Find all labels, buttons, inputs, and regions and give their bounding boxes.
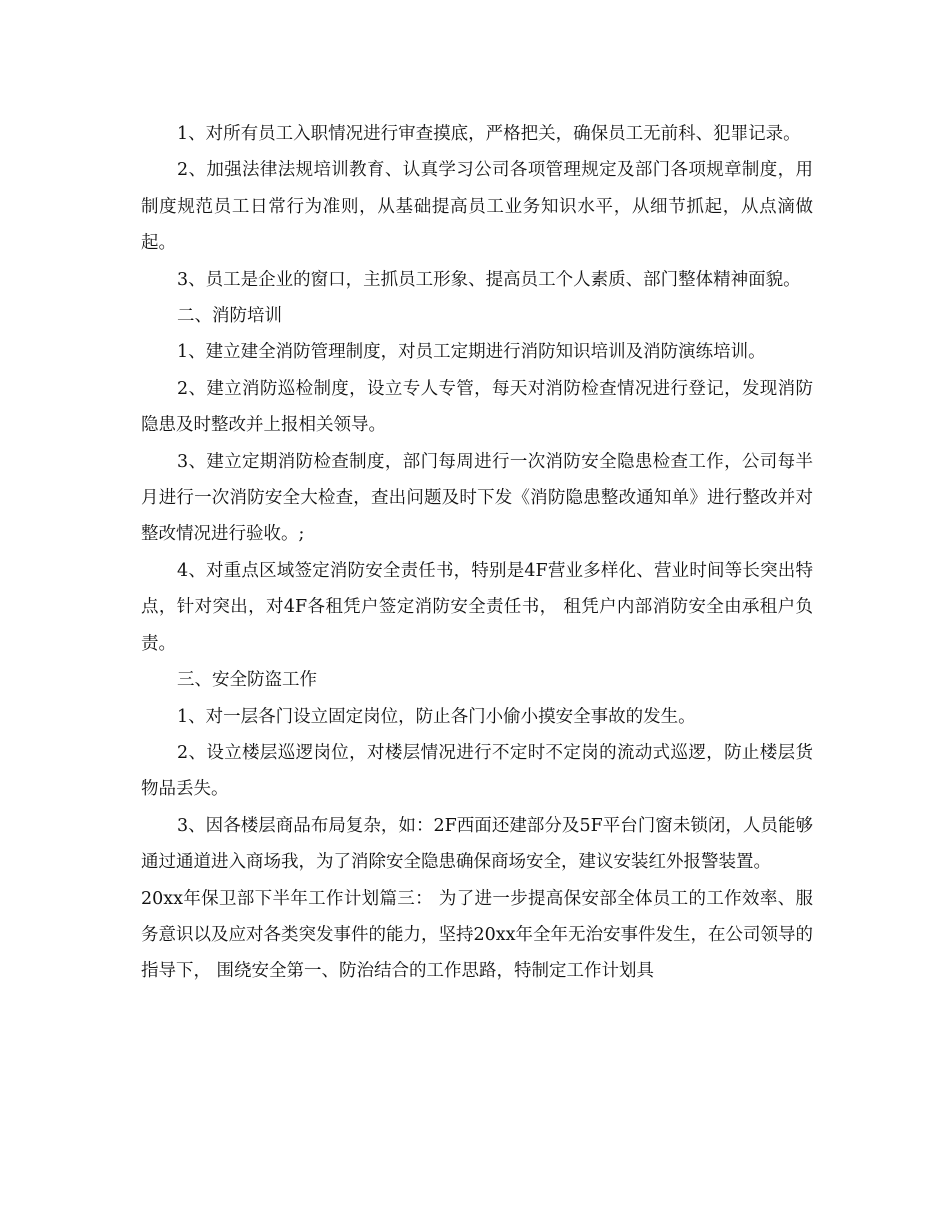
paragraph-responsibility: 4、对重点区域签定消防安全责任书，特别是4F营业多样化、营业时间等长突出特点，针对突出，对4F各租凭户签定消防安全责任书， 租凭户内部消防安全由承租户负责。 <box>141 560 813 654</box>
paragraph-floor-patrol: 2、设立楼层巡逻岗位，对楼层情况进行不定时不定岗的流动式巡逻，防止楼层货物品丢失。 <box>141 742 813 800</box>
paragraph-periodic-check: 3、建立定期消防检查制度，部门每周进行一次消防安全隐患检查工作，公司每半月进行一次消防安全大检查，查出问题及时下发《消防隐患整改通知单》进行整改并对整改情况进行验收。; <box>141 451 813 545</box>
document-body <box>141 116 813 990</box>
paragraph-legal-training: 2、加强法律法规培训教育、认真学习公司各项管理规定及部门各项规章制度，用制度规范员工日常行为准则，从基础提高员工业务知识水平，从细节抓起，从点滴做起。 <box>141 160 813 254</box>
paragraph-fire-management: 1、建立建全消防管理制度，对员工定期进行消防知识培训及消防演练培训。 <box>177 342 766 363</box>
paragraph-staff-screening: 1、对所有员工入职情况进行审查摸底，严格把关，确保员工无前科、犯罪记录。 <box>177 124 801 144</box>
paragraph-alarm: 3、因各楼层商品布局复杂，如：2F西面还建部分及5F平台门窗未锁闭，人员能够通过通道进入商场我，为了消除安全隐患确保商场安全，建议安装红外报警装置。 <box>141 815 813 873</box>
paragraph-staff-image: 3、员工是企业的窗口，主抓员工形象、提高员工个人素质、部门整体精神面貌。 <box>177 269 801 290</box>
section-heading-fire-training: 二、消防培训 <box>177 306 282 327</box>
paragraph-fire-inspection: 2、建立消防巡检制度，设立专人专管，每天对消防检查情况进行登记，发现消防隐患及时整改并上报相关领导。 <box>141 378 813 436</box>
section-heading-anti-theft: 三、安全防盗工作 <box>177 670 317 691</box>
paragraph-fixed-posts: 1、对一层各门设立固定岗位，防止各门小偷小摸安全事故的发生。 <box>177 706 696 727</box>
paragraph-plan-part-three: 20xx年保卫部下半年工作计划篇三： 为了进一步提高保安部全体员工的工作效率、服务意识以及应对各类突发事件的能力，坚持20xx年全年无治安事件发生，在公司领导的指导下， 围绕安全第一、防治结合的工作思路，特制定工作计划具 <box>141 888 814 982</box>
